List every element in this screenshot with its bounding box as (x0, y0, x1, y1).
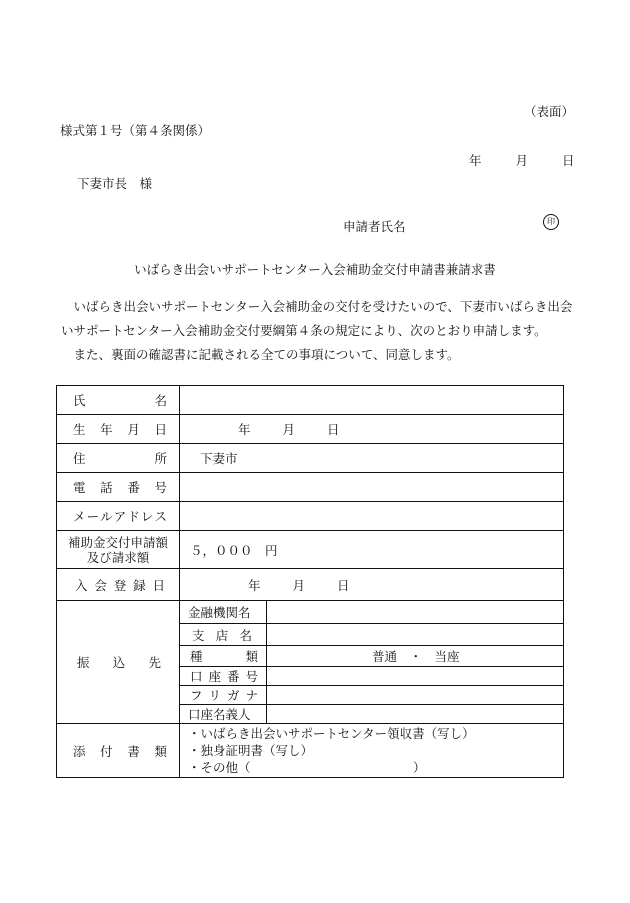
join-date-label: 入 会 登 録 日 (75, 577, 165, 593)
amount-label-1: 補助金交付申請額 (67, 534, 168, 550)
address-value[interactable]: 下妻市 (180, 444, 564, 473)
date-line (469, 151, 575, 169)
transfer-label: 振 込 先 (77, 655, 161, 670)
form-number: 様式第１号（第４条関係） (60, 123, 211, 138)
account-no-value-cell[interactable] (267, 667, 564, 686)
body-paragraph-2: また、裏面の確認書に記載される全ての事項について、同意します。 (73, 347, 460, 362)
application-table (56, 385, 564, 778)
phone-label: 電 話 番 号 (73, 480, 167, 495)
join-month: 月 (292, 577, 306, 593)
birth-value-cell[interactable] (180, 415, 564, 444)
side-label: （表面） (523, 104, 574, 119)
bank-label-cell (180, 601, 267, 624)
name-label-cell (57, 386, 180, 415)
document-title: いばらき出会いサポートセンター入会補助金交付申請書兼請求書 (134, 262, 496, 277)
branch-label: 支 店 名 (192, 627, 252, 643)
attachment-other: ・その他（ ） (188, 760, 426, 775)
attachment-receipt: ・いばらき出会いサポートセンター領収書（写し） (188, 726, 475, 741)
bank-value-cell[interactable] (267, 601, 564, 624)
attachments-list (180, 724, 564, 778)
holder-label: 口座名義人 (188, 707, 251, 722)
mail-label: メ ー ル ア ド レ ス (73, 509, 167, 524)
birth-day: 日 (327, 422, 340, 437)
join-label-cell (57, 569, 180, 601)
date-day: 日 (562, 153, 575, 168)
mail-label-cell (57, 502, 180, 531)
attachment-single-certificate: ・独身証明書（写し） (188, 743, 314, 758)
furigana-value-cell[interactable] (267, 686, 564, 705)
amount-label-cell (57, 531, 180, 569)
amount-value[interactable]: ５，０００ 円 (180, 531, 564, 569)
birth-year: 年 (238, 422, 251, 437)
furigana-label: フ リ ガ ナ (190, 688, 258, 703)
mail-value-cell[interactable] (180, 502, 564, 531)
applicant-name-label: 申請者氏名 (343, 219, 406, 234)
date-year: 年 (469, 153, 482, 168)
body-paragraph-1: いばらき出会いサポートセンター入会補助金の交付を受けたいので、下妻市いばらき出会いサポートセンター入会補助金交付要綱第４条の規定により、次のとおり申請します。 (61, 299, 573, 338)
date-month: 月 (515, 153, 529, 168)
branch-label-cell (180, 624, 267, 646)
bank-label: 金融機関名 (188, 605, 251, 620)
join-day: 日 (337, 577, 350, 593)
join-value-cell[interactable] (180, 569, 564, 601)
attachments-label: 添 付 書 類 (73, 743, 167, 759)
amount-label-2: 及び請求額 (86, 549, 150, 565)
furigana-label-cell (180, 686, 267, 705)
address-label: 住 所 (73, 451, 167, 466)
body-text (61, 295, 581, 367)
branch-value-cell[interactable] (267, 624, 564, 646)
name-label: 氏 名 (73, 393, 167, 408)
holder-value-cell[interactable] (267, 705, 564, 724)
kind-value[interactable]: 普通 ・ 当座 (267, 646, 564, 667)
name-value-cell[interactable] (180, 386, 564, 415)
birth-label-cell (57, 415, 180, 444)
account-no-label-cell (180, 667, 267, 686)
phone-value-cell[interactable] (180, 473, 564, 502)
transfer-label-cell (57, 601, 180, 724)
holder-label-cell (180, 705, 267, 724)
birth-label: 生 年 月 日 (73, 422, 167, 437)
phone-label-cell (57, 473, 180, 502)
account-no-label: 口 座 番 号 (190, 669, 258, 684)
birth-month: 月 (282, 422, 296, 437)
seal-mark: 印 (543, 214, 559, 230)
attachments-label-cell (57, 724, 180, 778)
addressee: 下妻市長 様 (77, 176, 153, 191)
join-year: 年 (248, 577, 261, 593)
address-label-cell (57, 444, 180, 473)
kind-label-cell (180, 646, 267, 667)
kind-label: 種 類 (190, 649, 258, 664)
